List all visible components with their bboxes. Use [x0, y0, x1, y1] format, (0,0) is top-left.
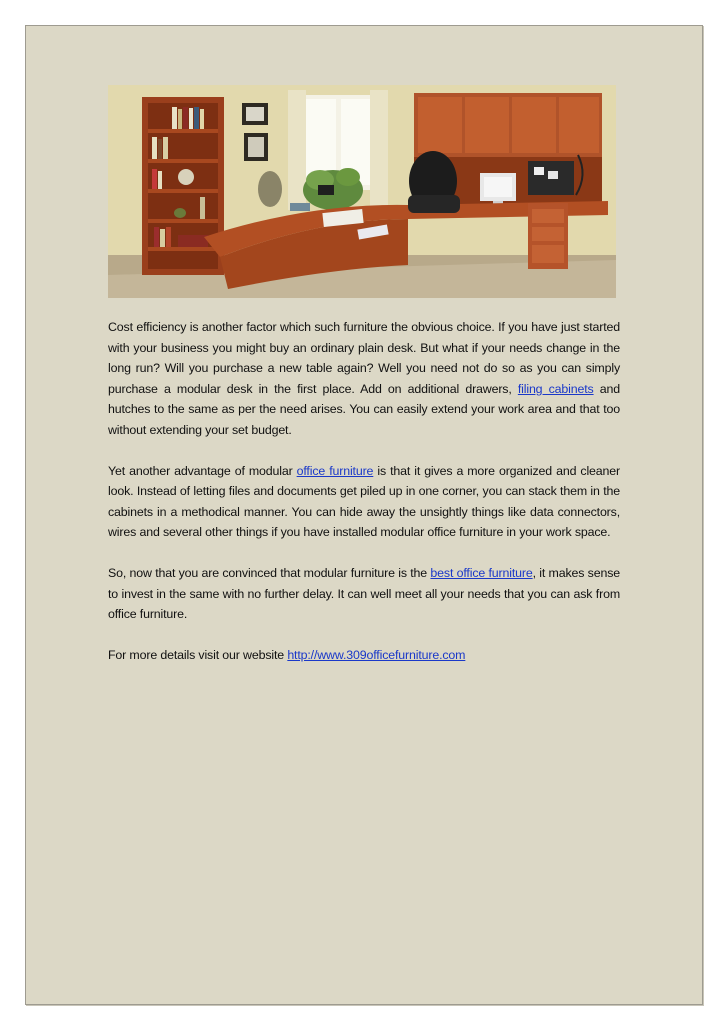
website-link[interactable]: http://www.309officefurniture.com	[287, 647, 466, 662]
paragraph-advantage	[108, 461, 620, 543]
office-furniture-link[interactable]: office furniture	[296, 463, 374, 478]
article-body	[108, 317, 620, 685]
paragraph-website	[108, 645, 620, 666]
paragraph-text: and hutches to the same as per the need arises. You can easily extend your work area and that too without extending your set budget.	[108, 381, 620, 437]
best-office-furniture-link[interactable]: best office furniture	[430, 565, 533, 580]
paragraph-text: is that it gives a more organized and cleaner look. Instead of letting files and documents get piled up in one corner, you can stack them in the cabinets in a methodical manner. You can hide away the unsightly things like data connectors, wires and several other things if you have installed modular office furniture in your work space.	[108, 463, 620, 540]
paragraph-conclusion	[108, 563, 620, 625]
paragraph-text: Yet another advantage of modular	[108, 463, 297, 478]
paragraph-text: Cost efficiency is another factor which such furniture the obvious choice. If you have just started with your business you might buy an ordinary plain desk. But what if your needs change in the long run? Will you purchase a new table again? Well you need not do so as you can simply purchase a modular desk in the first place. Add on additional drawers,	[108, 320, 620, 396]
paragraph-text: So, now that you are convinced that modular furniture is the	[108, 565, 431, 580]
office-furniture-photo	[108, 85, 616, 298]
document-page	[25, 25, 703, 1005]
filing-cabinets-link[interactable]: filing cabinets	[517, 381, 594, 396]
paragraph-text: For more details visit our website	[108, 647, 288, 662]
paragraph-cost-efficiency	[108, 317, 620, 441]
paragraph-text: , it makes sense to invest in the same with no further delay. It can well meet all your needs that you can ask from office furniture.	[108, 565, 620, 622]
